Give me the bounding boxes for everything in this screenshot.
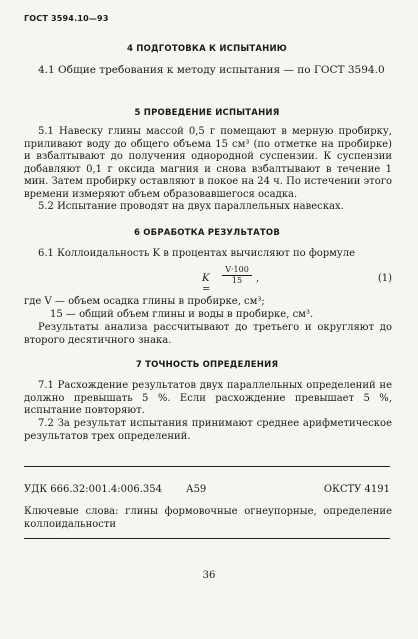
footer-divider-top	[24, 466, 390, 467]
okstu-code: ОКСТУ 4191	[323, 484, 390, 495]
formula-where-15: 15 — общий объем глины и воды в пробирке, см³.	[50, 309, 314, 320]
formula-1	[24, 265, 392, 295]
formula-fraction	[222, 265, 252, 285]
section-7-title: 7 ТОЧНОСТЬ ОПРЕДЕЛЕНИЯ	[135, 360, 279, 370]
page-number: 36	[202, 570, 216, 581]
paragraph-4-1: 4.1 Общие требования к методу испытания — по ГОСТ 3594.0	[38, 64, 385, 76]
keywords: Ключевые слова: глины формовочные огнеупорные, определение коллоидальности	[24, 506, 392, 530]
paragraph-6-1: 6.1 Коллоидальность K в процентах вычисляют по формуле	[38, 248, 356, 259]
paragraph-5-2: 5.2 Испытание проводят на двух параллельных навесках.	[38, 201, 344, 212]
paragraph-7-2: 7.2 За результат испытания принимают среднее арифметическое результатов трех определений.	[24, 418, 392, 442]
formula-number: (1)	[377, 273, 392, 284]
paragraph-5-1: 5.1 Навеску глины массой 0,5 г помещают в мерную пробирку, приливают воду до общего объема 15 см³ (по отметке на пробирке) и взбалтывают до получения однородной суспензии. К суспензии добавляют 0,1 г оксида магния и снова взбалтывают в течение 1 мин. Затем пробирку оставляют в покое на 24 ч. По истечении этого времени измеряют объем образовавшегося осадка.	[24, 126, 392, 200]
formula-lhs: K =	[202, 273, 211, 295]
formula-where-v: где V — объем осадка глины в пробирке, см³;	[24, 296, 265, 307]
group-code: А59	[186, 484, 207, 495]
section-6-title: 6 ОБРАБОТКА РЕЗУЛЬТАТОВ	[133, 228, 281, 238]
udk-code: УДК 666.32:001.4:006.354	[24, 484, 162, 495]
section-5-title: 5 ПРОВЕДЕНИЕ ИСПЫТАНИЯ	[134, 108, 280, 118]
formula-numerator: V·100	[222, 265, 252, 276]
footer-divider-bottom	[24, 538, 390, 539]
paragraph-6-results: Результаты анализа рассчитывают до третьего и округляют до второго десятичного знака.	[24, 322, 392, 346]
paragraph-7-1: 7.1 Расхождение результатов двух параллельных определений не должно превышать 5 %. Если расхождение превышает 5 %, испытание повторяют.	[24, 380, 392, 416]
formula-comma: ,	[256, 273, 260, 284]
formula-denominator: 15	[231, 276, 243, 285]
document-header: ГОСТ 3594.10—93	[24, 14, 109, 23]
section-4-title: 4 ПОДГОТОВКА К ИСПЫТАНИЮ	[127, 44, 287, 54]
